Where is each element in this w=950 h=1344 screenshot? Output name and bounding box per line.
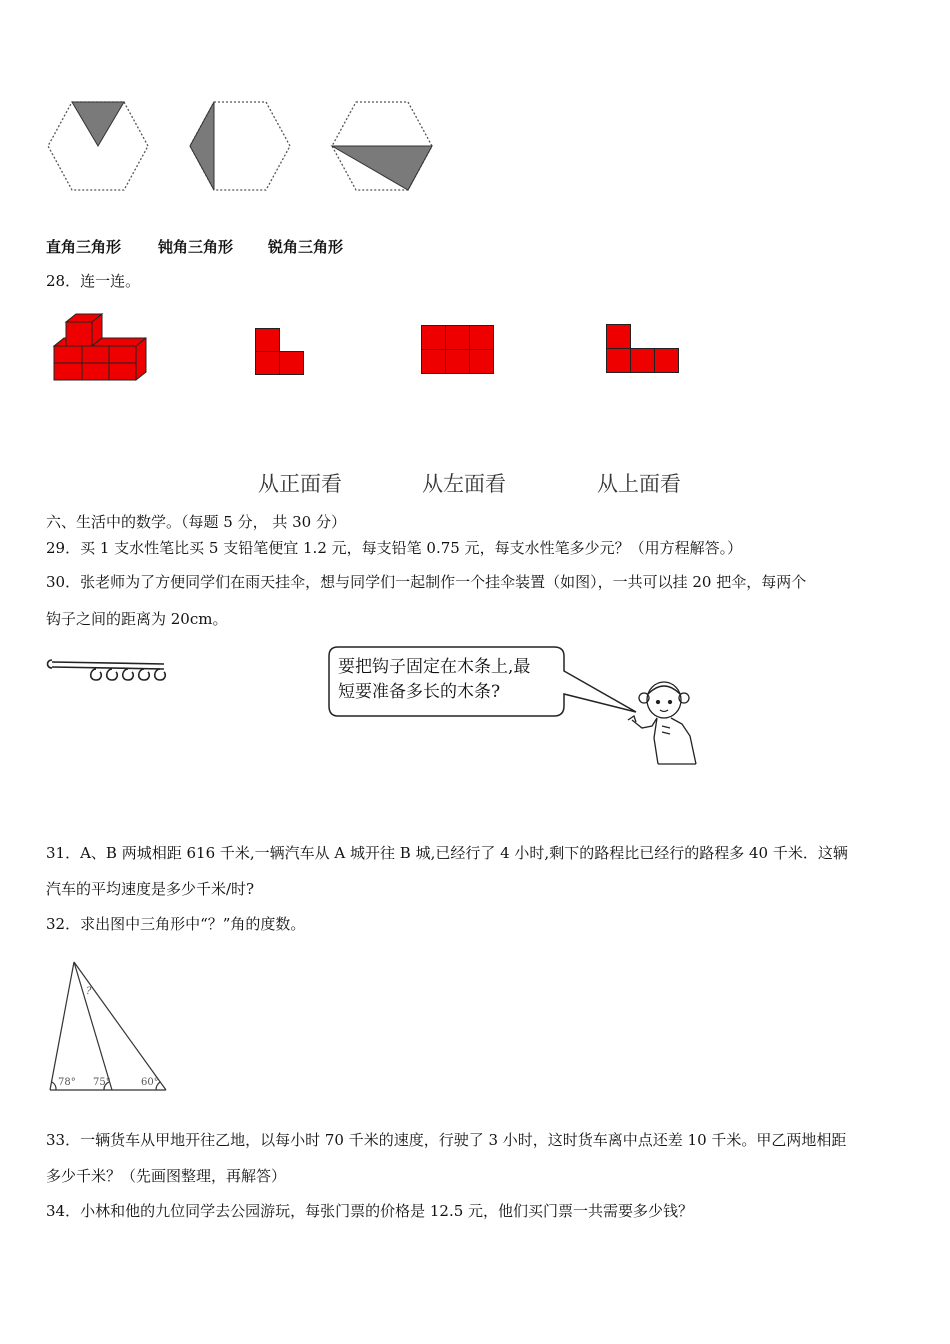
triangle-figure [46, 958, 170, 1094]
question-33-line2: 多少千米？（先画图整理，再解答） [46, 1167, 287, 1185]
question-29: 29．买 1 支水性笔比买 5 支铅笔便宜 1.2 元，每支铅笔 0.75 元，每支水性笔多少元？（用方程解答。） [46, 539, 743, 557]
view-label-left: 从左面看 [422, 472, 506, 496]
view-shape-l-small [255, 328, 305, 376]
bubble-line-1: 要把钩子固定在木条上,最 [338, 657, 531, 677]
umbrella-hook-rail [44, 656, 176, 684]
angle-unknown-label: ? [86, 986, 92, 997]
label-acute-triangle: 锐角三角形 [268, 238, 344, 256]
question-30-line1: 30．张老师为了方便同学们在雨天挂伞，想与同学们一起制作一个挂伞装置（如图），一共可以挂 20 把伞，每两个 [46, 573, 807, 591]
question-33-line1: 33．一辆货车从甲地开往乙地，以每小时 70 千米的速度，行驶了 3 小时，这时货车离中点还差 10 千米。甲乙两地相距 [46, 1131, 847, 1149]
question-31-line1: 31．A、B 两城相距 616 千米,一辆汽车从 A 城开往 B 城,已经行了 4 小时,剩下的路程比已经行的路程多 40 千米．这辆 [46, 844, 848, 862]
bubble-line-2: 短要准备多长的木条? [338, 682, 501, 702]
teacher-illustration [624, 676, 704, 768]
label-right-triangle: 直角三角形 [46, 238, 122, 256]
hexagon-acute-angle-figure [330, 100, 434, 192]
cube-stack-3d [54, 314, 150, 384]
angle-60-label: 60° [141, 1077, 159, 1088]
view-label-top: 从上面看 [597, 472, 681, 496]
speech-bubble-text [338, 655, 530, 705]
section-6-heading: 六、生活中的数学。（每题 5 分， 共 30 分） [46, 513, 346, 531]
label-obtuse-triangle: 钝角三角形 [158, 238, 234, 256]
question-31-line2: 汽车的平均速度是多少千米/时? [46, 880, 255, 898]
hexagon-obtuse-angle-figure [188, 100, 292, 192]
angle-75-label: 75° [93, 1077, 111, 1088]
question-32: 32．求出图中三角形中“？”角的度数。 [46, 915, 306, 933]
hexagon-right-angle-figure [46, 100, 150, 192]
view-label-front: 从正面看 [258, 472, 342, 496]
question-30-line2: 钩子之间的距离为 20cm。 [46, 610, 228, 628]
view-shape-l-long [606, 324, 680, 374]
question-34: 34．小林和他的九位同学去公园游玩，每张门票的价格是 12.5 元，他们买门票一共需要多少钱？ [46, 1202, 694, 1220]
question-28: 28．连一连。 [46, 272, 141, 290]
view-shape-rectangle-grid [421, 325, 494, 375]
angle-78-label: 78° [58, 1077, 76, 1088]
